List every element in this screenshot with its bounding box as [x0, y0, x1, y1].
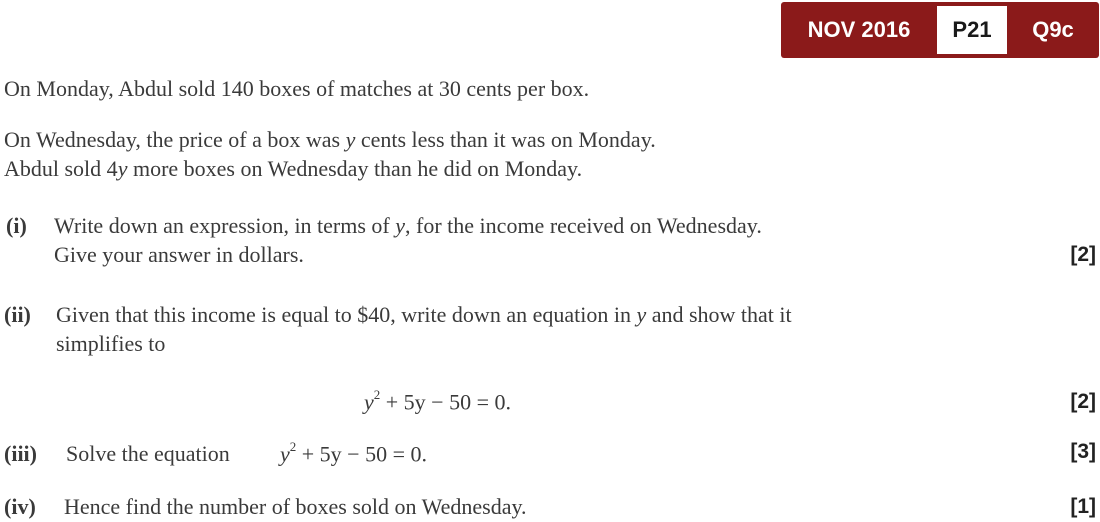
part-ii-line-1: Given that this income is equal to $40, write down an equation in y and show that it — [56, 302, 792, 327]
part-iii-equation: $y^2 + 5y - 50 = 0$. — [280, 439, 427, 467]
exam-session: NOV 2016 — [807, 17, 911, 42]
part-iii-text: Solve the equation — [66, 441, 230, 466]
part-iv-marks: [1] — [1070, 495, 1096, 518]
part-ii-equation: $y^2 + 5y - 50 = 0$. — [364, 387, 511, 415]
part-iii-label: (iii) — [4, 441, 37, 466]
part-iv-label: (iv) — [4, 494, 36, 519]
part-iv-text: Hence find the number of boxes sold on Wednesday. — [64, 494, 527, 519]
part-i-label: (i) — [6, 213, 27, 238]
question-number: Q9c — [1032, 17, 1074, 42]
part-i-line-2: Give your answer in dollars. — [54, 242, 304, 267]
question-reference-badge — [781, 2, 1099, 58]
part-ii-line-2: simplifies to — [56, 331, 166, 356]
intro-line-3: Abdul sold 4y more boxes on Wednesday than he did on Monday. — [4, 156, 583, 181]
part-iii-marks: [3] — [1070, 440, 1096, 463]
part-i-line-1: Write down an expression, in terms of y, for the income received on Wednesday. — [54, 213, 762, 238]
paper-number: P21 — [937, 6, 1007, 54]
intro-line-1: On Monday, Abdul sold 140 boxes of matches at 30 cents per box. — [4, 76, 590, 101]
part-i-marks: [2] — [1070, 243, 1096, 266]
intro-line-2: On Wednesday, the price of a box was y cents less than it was on Monday. — [4, 127, 656, 152]
part-ii-marks: [2] — [1070, 390, 1096, 413]
part-ii-label: (ii) — [4, 302, 31, 327]
